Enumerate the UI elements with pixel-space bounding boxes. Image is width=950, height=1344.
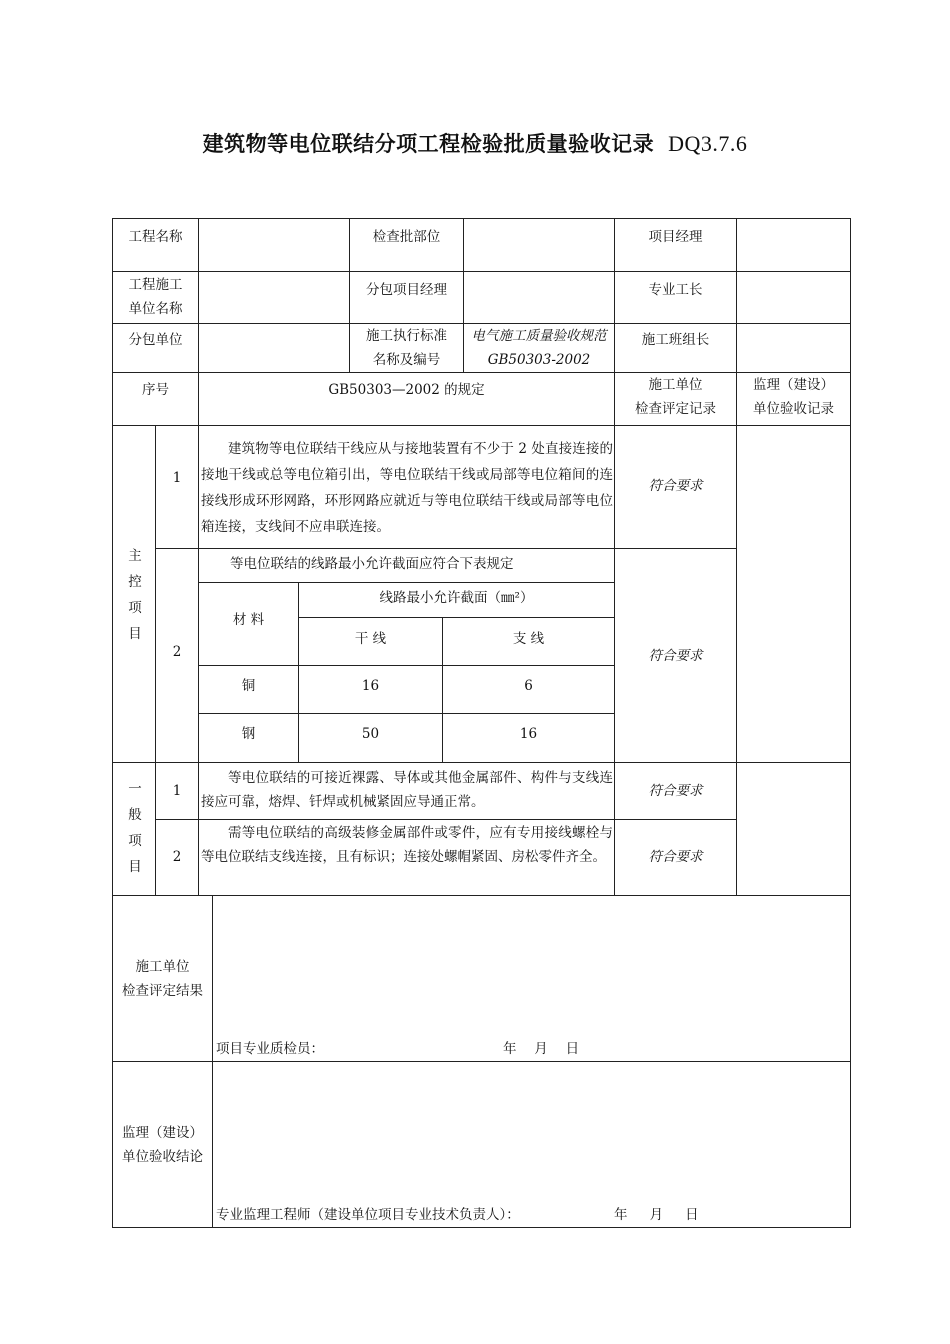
copper-trunk: 16 [361,678,380,694]
unit-check-header-line1: 施工单位 [648,377,703,393]
construction-unit-label [113,273,198,321]
standard-label [350,324,463,372]
main-label-char: 主 [128,548,142,564]
construction-unit-value[interactable] [199,272,349,323]
main-item1-result: 符合要求 [648,478,703,494]
trunk-header: 干 线 [354,631,387,647]
main-label-char: 控 [128,574,142,590]
general-label-char: 般 [128,807,142,823]
inspection-part-label: 检查批部位 [372,229,441,245]
main-control-label [126,543,144,647]
check-result-label [113,955,212,1003]
project-name-value[interactable] [199,219,349,271]
project-manager-value[interactable] [737,219,850,271]
construction-unit-label-line2: 单位名称 [128,301,183,317]
sub-manager-label: 分包项目经理 [366,282,447,298]
quality-inspector-label: 项目专业质检员： [216,1041,324,1057]
acceptance-date: 年 月 日 [614,1207,699,1223]
general-label-char: 目 [128,859,142,875]
project-manager-label: 项目经理 [648,229,703,245]
steel-trunk: 50 [361,726,380,742]
check-result-area[interactable] [213,896,850,1026]
general-item1-result: 符合要求 [648,783,703,799]
form-code: DQ3.7.6 [668,131,748,156]
standard-label-line2: 名称及编号 [372,352,441,368]
min-section-header: 线路最小允许截面（㎜²） [379,590,534,606]
page-title [0,128,950,158]
sub-unit-value[interactable] [199,324,349,372]
main-item2-text: 等电位联结的线路最小允许截面应符合下表规定 [230,556,514,572]
general-label-char: 项 [128,833,142,849]
material-header: 材 料 [232,612,265,628]
sub-manager-value[interactable] [464,272,614,323]
title-text: 建筑物等电位联结分项工程检验批质量验收记录 [202,132,655,156]
general-items-label [126,776,144,880]
acceptance-conclusion-area[interactable] [213,1062,850,1192]
spec-header: GB50303—2002 的规定 [328,382,485,398]
seq-header: 序号 [142,382,169,398]
copper-branch: 6 [524,678,533,694]
supervision-header-line2: 单位验收记录 [753,401,834,417]
supervision-header-line1: 监理（建设） [753,377,834,393]
unit-check-header-line2: 检查评定记录 [635,401,716,417]
foreman-label: 专业工长 [648,282,703,298]
main-item1-text: 建筑物等电位联结干线应从与接地装置有不少于 2 处直接连接的接地干线或总等电位箱引出，等电位联结干线或局部等电位箱间的连接线形成环形网路，环形网路应就近与等电位联结干线或局部等电位箱连接，支线间不应串联连接。 [201,441,613,535]
main-label-char: 项 [128,600,142,616]
main-label-char: 目 [128,626,142,642]
check-result-label-line1: 施工单位 [135,959,190,975]
steel-branch: 16 [519,726,538,742]
supervising-engineer-label: 专业监理工程师（建设单位项目专业技术负责人）： [216,1207,520,1223]
general-label-char: 一 [128,781,142,797]
main-item2-result: 符合要求 [648,648,703,664]
copper-material: 铜 [241,678,256,694]
standard-value-line1: 电气施工质量验收规范 [471,328,607,344]
branch-header: 支 线 [512,631,545,647]
check-result-label-line2: 检查评定结果 [122,983,203,999]
acceptance-conclusion-label [113,1121,212,1169]
general-item2-result: 符合要求 [648,849,703,865]
steel-material: 钢 [241,726,256,742]
standard-value [464,324,614,372]
unit-check-header [615,373,736,421]
acceptance-conclusion-label-line2: 单位验收结论 [122,1149,203,1165]
inspection-part-value[interactable] [464,219,614,271]
standard-value-line2: GB50303-2002 [487,352,591,368]
acceptance-conclusion-label-line1: 监理（建设） [122,1125,203,1141]
main-item2-number: 2 [172,644,182,660]
sub-unit-label: 分包单位 [128,332,183,348]
team-leader-label: 施工班组长 [641,332,710,348]
general-item2-text: 需等电位联结的高级装修金属部件或零件，应有专用接线螺栓与等电位联结支线连接，且有标识；连接处螺帽紧固、房松零件齐全。 [201,825,613,865]
general-item2-number: 2 [172,849,182,865]
project-name-label: 工程名称 [128,229,183,245]
supervision-header [737,373,850,421]
foreman-value[interactable] [737,272,850,323]
main-item1-number: 1 [172,470,182,486]
construction-unit-label-line1: 工程施工 [128,277,183,293]
general-item1-text: 等电位联结的可接近裸露、导体或其他金属部件、构件与支线连接应可靠，熔焊、钎焊或机械紧固应导通正常。 [201,770,613,810]
general-item1-number: 1 [172,783,182,799]
standard-label-line1: 施工执行标准 [366,328,447,344]
inspection-date: 年 月 日 [503,1041,580,1057]
team-leader-value[interactable] [737,324,850,372]
